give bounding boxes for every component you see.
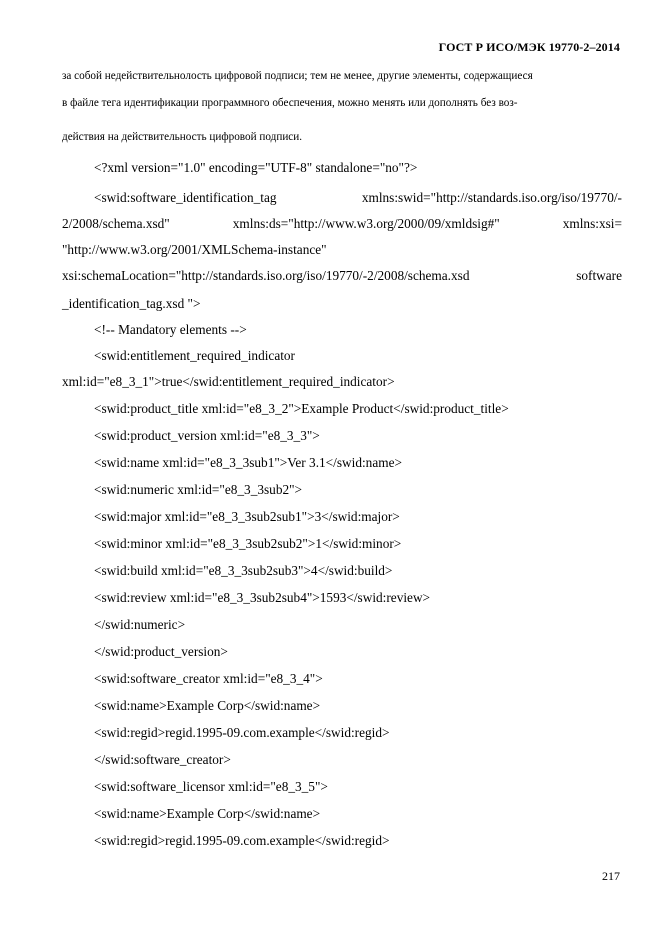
licensor-name: <swid:name>Example Corp</swid:name> [94, 806, 321, 821]
review-version: <swid:review xml:id="e8_3_3sub2sub4">1593</swid:review> [94, 590, 431, 605]
schema-location-line [62, 268, 622, 284]
major-version: <swid:major xml:id="e8_3_3sub2sub1">3</swid:major> [94, 509, 400, 524]
software-creator-close: </swid:software_creator> [94, 752, 231, 767]
xsi-namespace-attr: xmlns:xsi= [562, 216, 622, 231]
licensor-regid: <swid:regid>regid.1995-09.com.example</swid:regid> [94, 833, 390, 848]
xsi-uri-line: "http://www.w3.org/2001/XMLSchema-instance" [62, 242, 327, 257]
schema-location-end: _identification_tag.xsd "> [62, 296, 201, 311]
mandatory-comment: <!-- Mandatory elements --> [94, 322, 247, 337]
software-tag-open-line [94, 190, 622, 206]
creator-name: <swid:name>Example Corp</swid:name> [94, 698, 321, 713]
build-version: <swid:build xml:id="e8_3_3sub2sub3">4</swid:build> [94, 563, 393, 578]
entitlement-value: xml:id="e8_3_1">true</swid:entitlement_required_indicator> [62, 374, 395, 389]
product-title: <swid:product_title xml:id="e8_3_2">Example Product</swid:product_title> [94, 401, 509, 416]
product-version-open: <swid:product_version xml:id="e8_3_3"> [94, 428, 320, 443]
software-creator-open: <swid:software_creator xml:id="e8_3_4"> [94, 671, 323, 686]
entitlement-open: <swid:entitlement_required_indicator [94, 348, 295, 363]
page-number: 217 [602, 869, 620, 883]
numeric-close: </swid:numeric> [94, 617, 186, 632]
creator-regid: <swid:regid>regid.1995-09.com.example</swid:regid> [94, 725, 390, 740]
swid-namespace-attr: xmlns:swid="http://standards.iso.org/iso/19770/- [361, 190, 622, 205]
namespace-line [62, 216, 622, 232]
document-header: ГОСТ Р ИСО/МЭК 19770-2–2014 [438, 40, 620, 54]
software-tag-element: <swid:software_identification_tag [94, 190, 277, 205]
minor-version: <swid:minor xml:id="e8_3_3sub2sub2">1</swid:minor> [94, 536, 402, 551]
ds-namespace-attr: xmlns:ds="http://www.w3.org/2000/09/xmldsig#" [232, 216, 500, 231]
schema-xsd-end: 2/2008/schema.xsd" [62, 216, 170, 231]
schema-location-software: software [576, 268, 622, 283]
schema-location-attr: xsi:schemaLocation="http://standards.iso.org/iso/19770/-2/2008/schema.xsd [62, 268, 470, 283]
numeric-open: <swid:numeric xml:id="e8_3_3sub2"> [94, 482, 303, 497]
intro-line-3: действия на действительность цифровой подписи. [62, 131, 303, 143]
intro-line-2: в файле тега идентификации программного обеспечения, можно менять или дополнять без воз- [62, 97, 518, 109]
product-version-close: </swid:product_version> [94, 644, 228, 659]
intro-line-1: за собой недействительнолость цифровой подписи; тем не менее, другие элементы, содержащиеся [62, 70, 533, 82]
xml-declaration: <?xml version="1.0" encoding="UTF-8" standalone="no"?> [94, 160, 418, 175]
version-name: <swid:name xml:id="e8_3_3sub1">Ver 3.1</swid:name> [94, 455, 402, 470]
software-licensor-open: <swid:software_licensor xml:id="e8_3_5"> [94, 779, 328, 794]
